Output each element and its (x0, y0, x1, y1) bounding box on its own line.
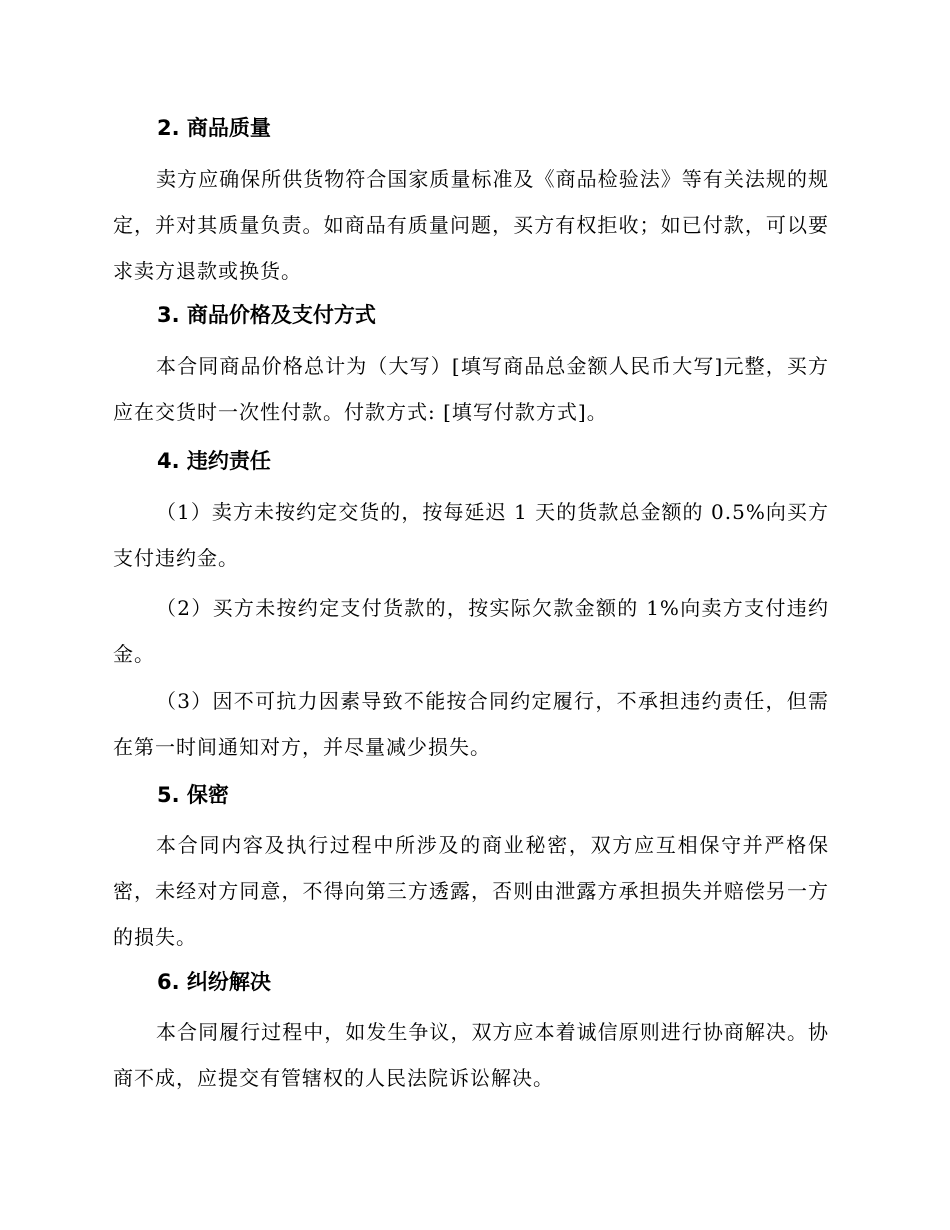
paragraph-breach-3: （3）因不可抗力因素导致不能按合同约定履行，不承担违约责任，但需在第一时间通知对方，并尽量减少损失。 (113, 689, 829, 759)
section-heading-quality: 2. 商品质量 (157, 116, 271, 140)
section-heading-confidentiality: 5. 保密 (157, 783, 229, 807)
paragraph-breach-1: （1）卖方未按约定交货的，按每延迟 1 天的货款总金额的 0.5%向买方支付违约金。 (113, 500, 829, 570)
paragraph-quality: 卖方应确保所供货物符合国家质量标准及《商品检验法》等有关法规的规定，并对其质量负责。如商品有质量问题，买方有权拒收；如已付款，可以要求卖方退款或换货。 (113, 167, 829, 283)
section-heading-dispute: 6. 纠纷解决 (157, 970, 271, 994)
paragraph-price-payment: 本合同商品价格总计为（大写）[填写商品总金额人民币大写]元整，买方应在交货时一次性付款。付款方式: [填写付款方式]。 (113, 354, 829, 424)
section-heading-price-payment: 3. 商品价格及支付方式 (157, 303, 376, 327)
section-heading-breach: 4. 违约责任 (157, 449, 271, 473)
paragraph-breach-2: （2）买方未按约定支付货款的，按实际欠款金额的 1%向卖方支付违约金。 (113, 596, 829, 666)
paragraph-confidentiality: 本合同内容及执行过程中所涉及的商业秘密，双方应互相保守并严格保密，未经对方同意，不得向第三方透露，否则由泄露方承担损失并赔偿另一方的损失。 (113, 833, 829, 949)
paragraph-dispute: 本合同履行过程中，如发生争议，双方应本着诚信原则进行协商解决。协商不成，应提交有管辖权的人民法院诉讼解决。 (113, 1020, 829, 1090)
